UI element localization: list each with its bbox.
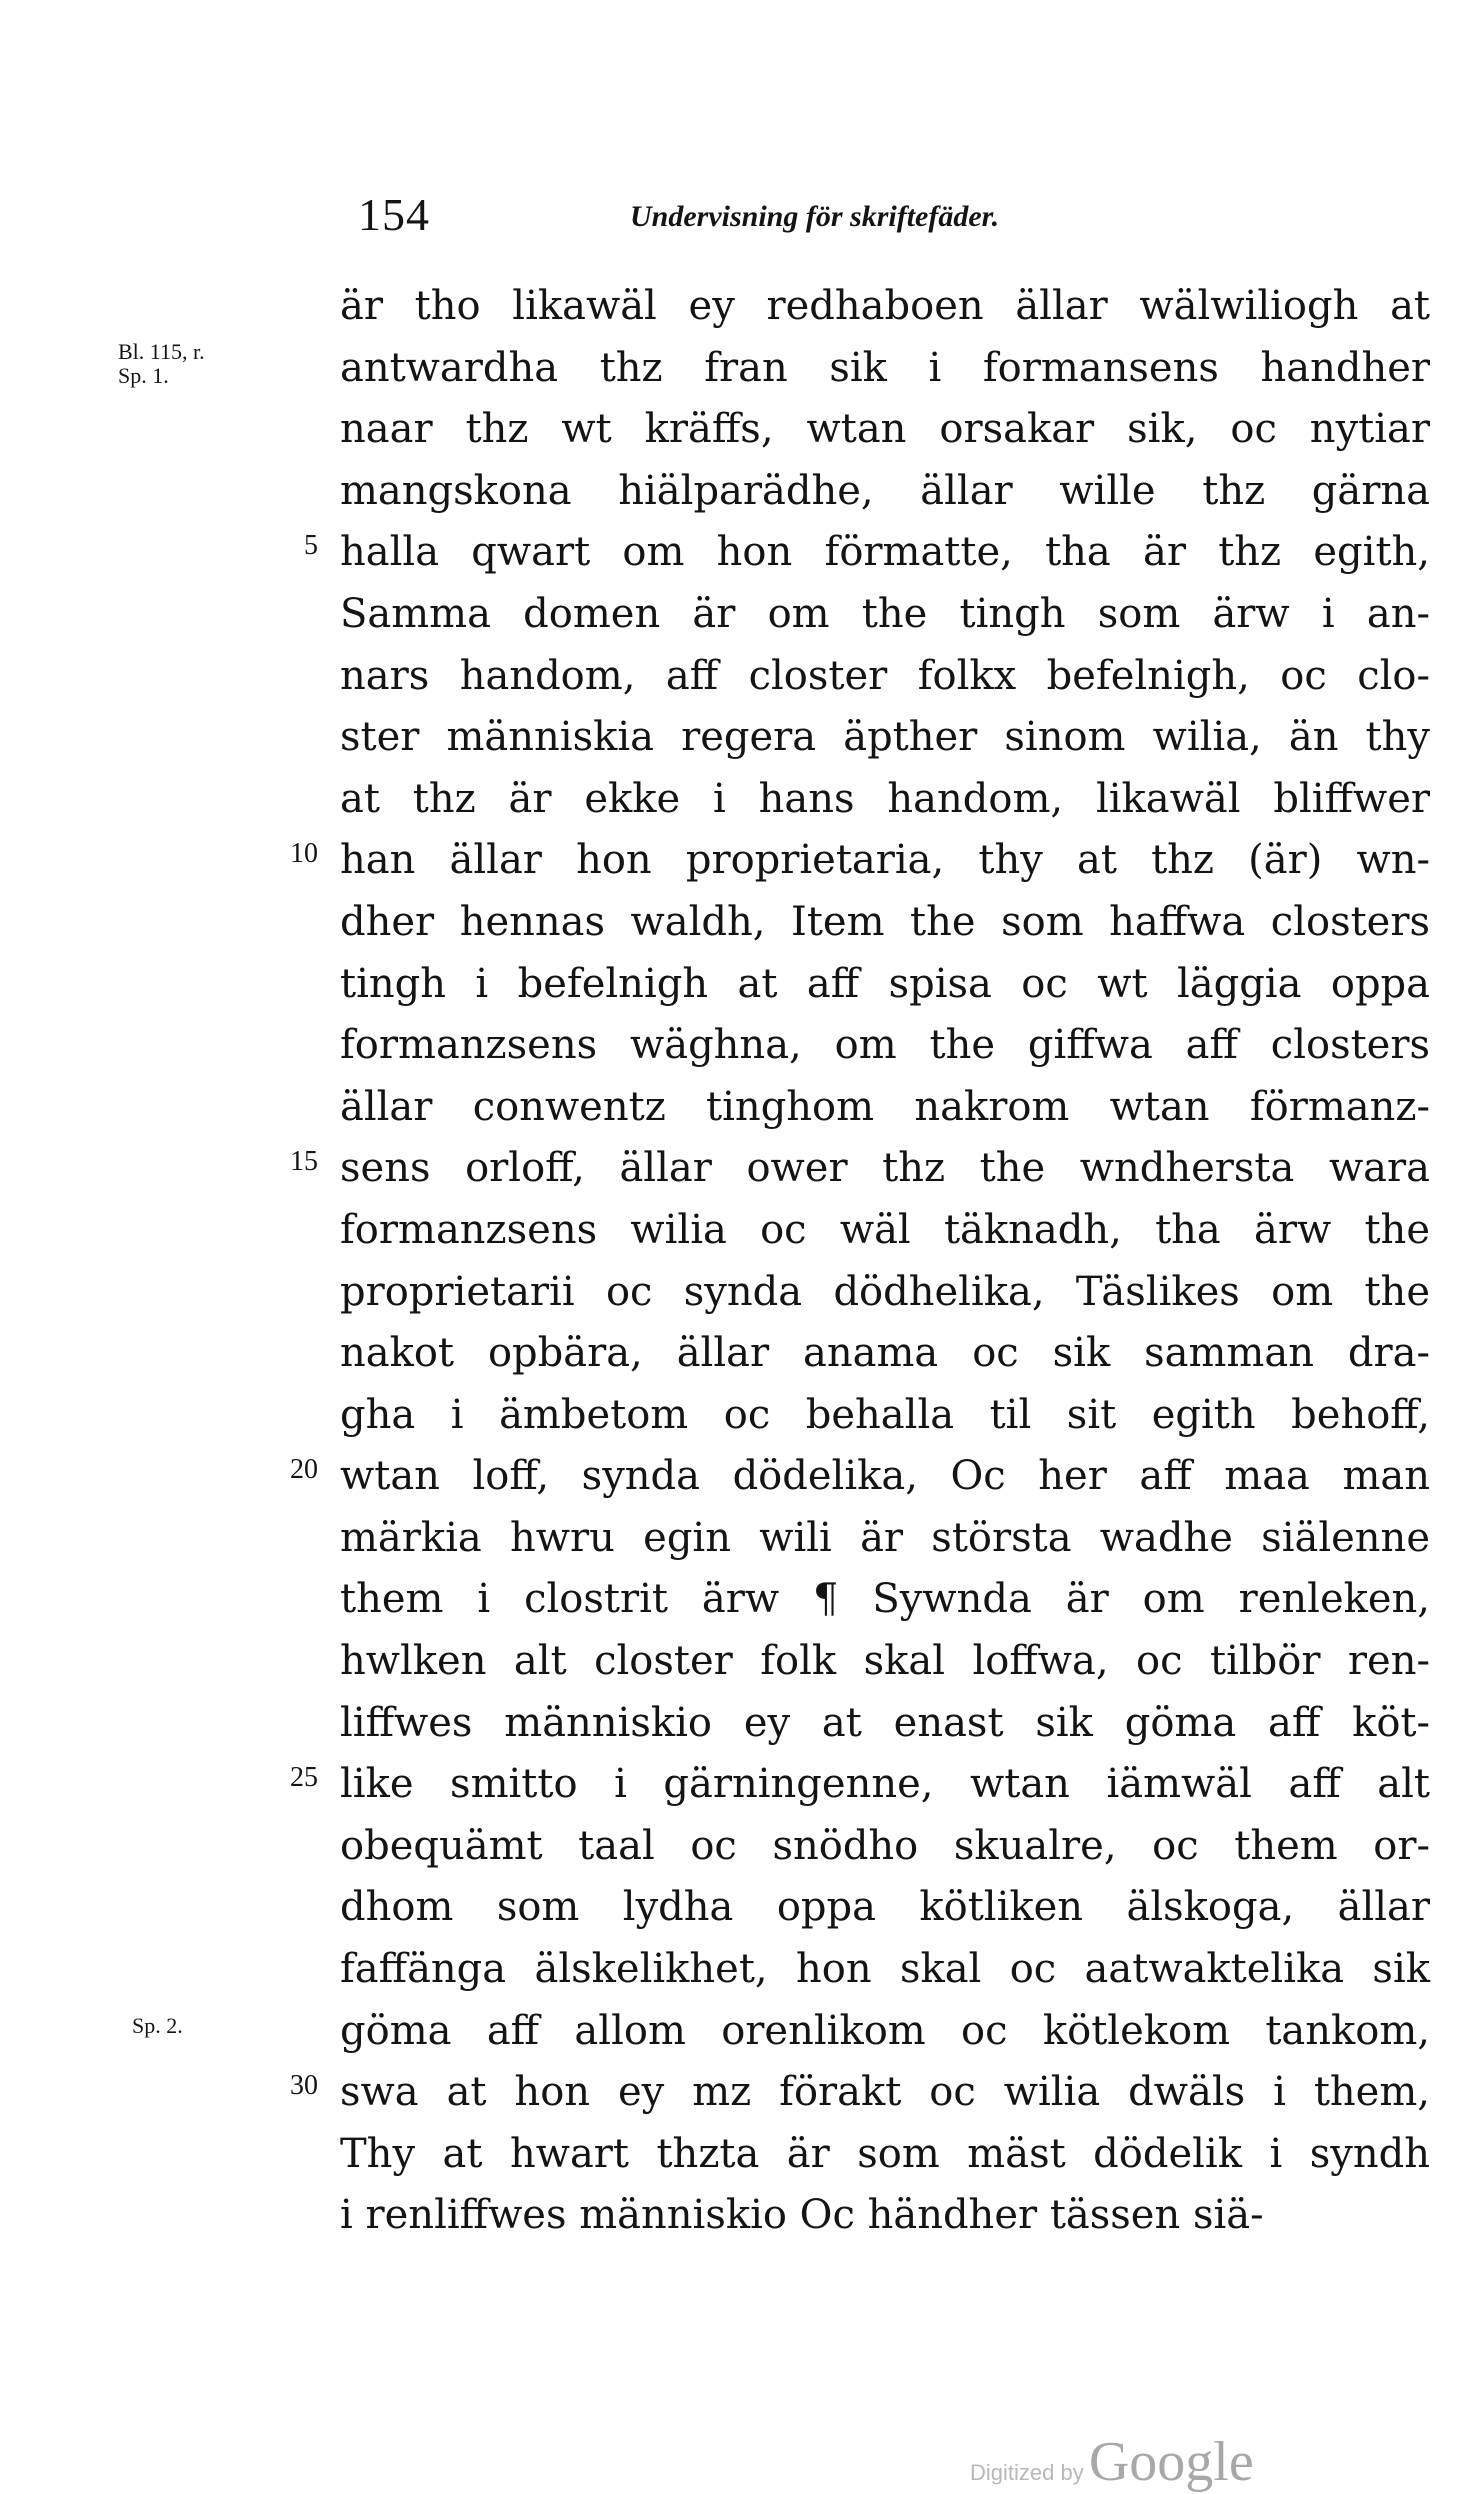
text-line: halla qwart om hon förmatte, tha är thz egith,	[340, 529, 1430, 576]
text-line: Samma domen är om the tingh som ärw i an-	[340, 590, 1430, 637]
text-line: nakot opbära, ällar anama oc sik samman dra-	[340, 1330, 1430, 1377]
text-line: obequämt taal oc snödho skualre, oc them or-	[340, 1822, 1430, 1869]
margin-note-column-reference: Sp. 2.	[132, 2013, 183, 2038]
watermark-brand: Google	[1088, 2431, 1254, 2493]
body-text	[340, 276, 1430, 2247]
text-line: at thz är ekke i hans handom, likawäl bliffwer	[340, 775, 1430, 822]
text-line: sens orloff, ällar ower thz the wndhersta wara	[340, 1145, 1430, 1192]
text-line: göma aff allom orenlikom oc kötlekom tankom,	[340, 2007, 1430, 2054]
text-line: mangskona hiälparädhe, ällar wille thz gärna	[340, 467, 1430, 514]
text-line: i renliffwes människio Oc händher tässen siä-	[340, 2192, 1264, 2239]
text-line: nars handom, aff closter folkx befelnigh, oc clo-	[340, 652, 1430, 699]
text-line: formanzsens wilia oc wäl täknadh, tha ärw the	[340, 1206, 1430, 1253]
text-line: ällar conwentz tinghom nakrom wtan förmanz-	[340, 1083, 1430, 1130]
text-line: är tho likawäl ey redhaboen ällar wälwiliogh at	[340, 283, 1430, 329]
line-number-25: 25	[290, 1762, 318, 1793]
text-line: tingh i befelnigh at aff spisa oc wt läggia oppa	[340, 960, 1430, 1007]
line-number-20: 20	[290, 1454, 318, 1485]
text-line: naar thz wt kräffs, wtan orsakar sik, oc nytiar	[340, 406, 1430, 453]
watermark-prefix: Digitized by	[970, 2460, 1084, 2485]
text-line: dher hennas waldh, Item the som haffwa closters	[340, 898, 1430, 945]
text-line: formanzsens wäghna, om the giffwa aff closters	[340, 1022, 1430, 1069]
text-line: hwlken alt closter folk skal loffwa, oc tilbör ren-	[340, 1638, 1430, 1685]
text-line: liffwes människio ey at enast sik göma aff köt-	[340, 1699, 1430, 1746]
page-header	[358, 188, 1258, 248]
line-number-15: 15	[290, 1146, 318, 1177]
text-line: swa at hon ey mz förakt oc wilia dwäls i them,	[340, 2069, 1430, 2116]
line-number-30: 30	[290, 2070, 318, 2101]
text-line: them i clostrit ärw ¶ Sywnda är om renleken,	[340, 1576, 1430, 1623]
text-line: antwardha thz fran sik i formansens handher	[340, 344, 1430, 391]
page-number: 154	[358, 189, 430, 240]
text-line: ster människia regera äpther sinom wilia, än thy	[340, 714, 1430, 761]
text-line: gha i ämbetom oc behalla til sit egith behoff,	[340, 1391, 1430, 1438]
digitization-watermark	[970, 2430, 1254, 2494]
line-number-5: 5	[304, 530, 318, 561]
running-head: Undervisning för skriftefäder.	[630, 200, 1000, 233]
line-number-10: 10	[290, 838, 318, 869]
margin-note-folio-reference: Bl. 115, r. Sp. 1.	[118, 339, 205, 388]
text-line: märkia hwru egin wili är största wadhe siälenne	[340, 1514, 1430, 1561]
text-line: Thy at hwart thzta är som mäst dödelik i syndh	[340, 2130, 1430, 2177]
text-line: wtan loff, synda dödelika, Oc her aff maa man	[340, 1453, 1430, 1500]
text-line: faffänga älskelikhet, hon skal oc aatwaktelika sik	[340, 1946, 1430, 1993]
text-line: dhom som lydha oppa kötliken älskoga, ällar	[340, 1884, 1430, 1931]
text-line: like smitto i gärningenne, wtan iämwäl aff alt	[340, 1761, 1430, 1808]
text-line: han ällar hon proprietaria, thy at thz (är) wn-	[340, 837, 1430, 884]
text-line: proprietarii oc synda dödhelika, Täslikes om the	[340, 1268, 1430, 1315]
